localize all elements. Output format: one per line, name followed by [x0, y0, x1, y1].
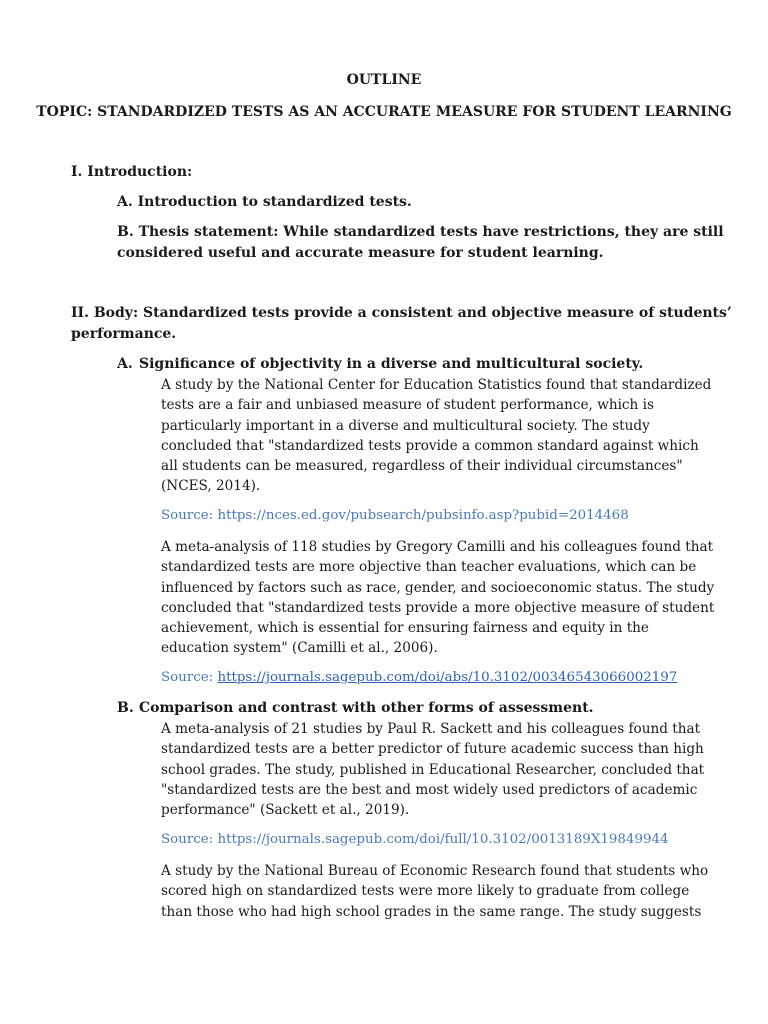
paragraph-line: particularly important in a diverse and multicultural society. The study — [161, 417, 650, 434]
intro-heading: I. Introduction: — [71, 164, 193, 180]
source-prefix: Source: — [161, 670, 218, 685]
source-link[interactable]: https://journals.sagepub.com/doi/abs/10.3102/00346543066002197 — [217, 670, 678, 685]
section-b-source-1: Source: https://journals.sagepub.com/doi/full/10.3102/0013189X19849944 — [161, 832, 669, 847]
paragraph-line: standardized tests are more objective than teacher evaluations, which can be — [161, 559, 697, 576]
section-b-marker: B. — [117, 700, 134, 716]
body-heading-line: performance. — [71, 326, 177, 342]
section-a-paragraph-2 — [161, 537, 714, 659]
paragraph-line: A meta-analysis of 118 studies by Gregory Camilli and his colleagues found that — [161, 539, 714, 555]
paragraph-line: scored high on standardized tests were more likely to graduate from college — [161, 883, 690, 900]
paragraph-line: tests are a fair and unbiased measure of student performance, which is — [161, 397, 654, 414]
section-a-heading: Significance of objectivity in a diverse and multicultural society. — [139, 356, 644, 372]
paragraph-line: influenced by factors such as race, gender, and socioeconomic status. The study — [161, 579, 715, 596]
section-b-paragraph-1 — [161, 719, 704, 820]
section-b-heading: Comparison and contrast with other forms of assessment. — [139, 700, 594, 716]
outline-title: OUTLINE — [346, 72, 422, 88]
section-b-paragraph-2 — [161, 861, 708, 922]
paragraph-line: school grades. The study, published in Educational Researcher, concluded that — [161, 761, 705, 778]
paragraph-line: education system" (Camilli et al., 2006). — [161, 640, 438, 657]
paragraph-line: "standardized tests are the best and most widely used predictors of academic — [161, 781, 698, 798]
section-a-source-2 — [161, 670, 677, 685]
intro-item-b-line: considered useful and accurate measure for student learning. — [117, 245, 604, 261]
paragraph-line: all students can be measured, regardless of their individual circumstances" — [161, 458, 683, 475]
section-a-source-1: Source: https://nces.ed.gov/pubsearch/pubsinfo.asp?pubid=2014468 — [161, 508, 629, 523]
paragraph-line: achievement, which is essential for ensuring fairness and equity in the — [161, 620, 649, 637]
section-a-marker: A. — [117, 356, 133, 372]
paragraph-line: A study by the National Center for Education Statistics found that standardized — [161, 377, 712, 393]
intro-item-b — [117, 222, 724, 264]
paragraph-line: than those who had high school grades in the same range. The study suggests — [161, 903, 702, 920]
topic-heading: TOPIC: STANDARDIZED TESTS AS AN ACCURATE MEASURE FOR STUDENT LEARNING — [36, 104, 732, 120]
intro-item-a: A. Introduction to standardized tests. — [117, 194, 412, 210]
paragraph-line: concluded that "standardized tests provide a common standard against which — [161, 437, 699, 454]
paragraph-line: concluded that "standardized tests provide a more objective measure of student — [161, 599, 715, 616]
intro-item-b-line: B. Thesis statement: While standardized tests have restrictions, they are still — [117, 224, 724, 240]
paragraph-line: (NCES, 2014). — [161, 478, 261, 495]
paragraph-line: A study by the National Bureau of Economic Research found that students who — [161, 863, 709, 879]
paragraph-line: performance" (Sackett et al., 2019). — [161, 802, 410, 819]
body-heading — [71, 303, 732, 345]
paragraph-line: A meta-analysis of 21 studies by Paul R. Sackett and his colleagues found that — [161, 721, 701, 737]
paragraph-line: standardized tests are a better predictor of future academic success than high — [161, 741, 704, 758]
section-a-paragraph-1 — [161, 375, 711, 497]
body-heading-line: II. Body: Standardized tests provide a consistent and objective measure of students’ — [71, 305, 732, 321]
